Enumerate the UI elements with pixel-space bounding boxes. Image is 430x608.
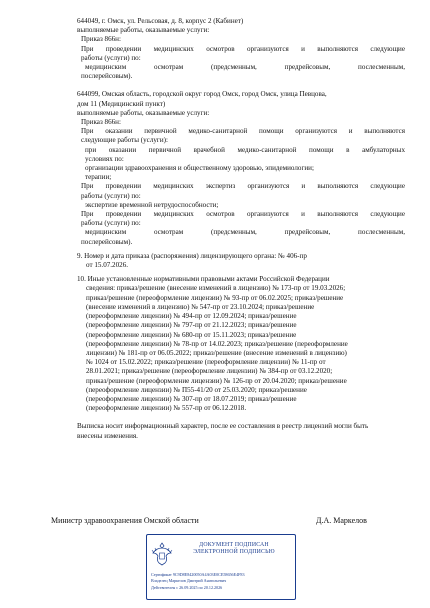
address-1: 644049, г. Омск, ул. Рельсовая, д. 8, корпус 2 (Кабинет) (77, 17, 244, 25)
certificate-number: Сертификат 9C9D8E8420050A4A03E0CE58656E4F83 (151, 572, 245, 577)
other-info-line: приказ/решение (переоформление лицензии) № 93-пр от 06.02.2025; приказ/решение (86, 293, 344, 302)
inspection-text-1a: При проведении медицинских осмотров организуются и выполняются следующие (81, 44, 405, 53)
other-info-line: (переоформление лицензии) № П55-41/20 от 25.03.2020; приказ/решение (86, 385, 307, 394)
address-2b: дом 11 (Медицинский пункт) (77, 99, 166, 108)
medical-exams-1a: медицинским осмотрам (предсменным, предрейсовым, послесменным, (85, 63, 405, 72)
outpatient-text-a: при оказании первичной врачебной медико-санитарной помощи в амбулаторных (85, 145, 405, 154)
primary-care-text-b: следующие работы (услуги): (81, 136, 168, 145)
inspection-text-2a: При проведении медицинских осмотров организуются и выполняются следующие (81, 210, 405, 219)
other-info-line: сведения: приказ/решение (внесение изменений в лицензию) № 173-пр от 19.03.2026; (86, 284, 346, 293)
other-information (77, 275, 405, 413)
signatory-name: Д.А. Маркелов (316, 516, 367, 525)
notice-line-1: Выписка носит информационный характер, после ее составления в реестр лицензий могли быть (77, 422, 369, 431)
primary-care-text-a: При оказании первичной медико-санитарной помощи организуются и выполняются (81, 127, 405, 136)
other-info-line: приказ/решение (переоформление лицензии) № 126-пр от 20.04.2020; приказ/решение (86, 376, 347, 385)
service-organization: организации здравоохранения и общественному здоровью, эпидемиологии; (85, 164, 314, 173)
other-info-line: (переоформление лицензии) № 557-пр от 06.12.2018. (86, 404, 247, 413)
certificate-validity: Действителен с 26.09.2025 по 20.12.2026 (151, 584, 223, 590)
other-info-line: (переоформление лицензии) № 797-пр от 21.12.2023; приказ/решение (86, 321, 297, 330)
works-label-2: выполняемые работы, оказываемые услуги: (77, 108, 210, 117)
electronic-signature-stamp (146, 534, 296, 600)
notice-line-2: внесены изменения. (77, 431, 138, 440)
other-info-line: (переоформление лицензии) № 494-пр от 12.09.2024; приказ/решение (86, 312, 297, 321)
expertise-text-a: При проведении медицинских экспертиз организуются и выполняются следующие (81, 182, 405, 191)
inspection-text-2b: работы (услуги) по: (81, 219, 141, 228)
other-info-line: 10. Иные установленные нормативными правовыми актами Российской Федерации (77, 275, 330, 284)
document-body (77, 17, 405, 441)
certificate-owner: Владелец Маркелов Дмитрий Анатольевич (151, 578, 227, 584)
stamp-title-line: ЭЛЕКТРОННОЙ ПОДПИСЬЮ (193, 549, 275, 555)
works-label-1: выполняемые работы, оказываемые услуги: (77, 26, 210, 35)
medical-exams-1b: послерейсовым). (81, 72, 133, 81)
service-therapy: терапии; (85, 173, 112, 182)
other-info-line: 28.01.2021; приказ/решение (переоформление лицензии) № 384-пр от 03.12.2020; (86, 367, 333, 376)
expertise-text-b: работы (услуги) по: (81, 191, 141, 200)
order-number-line: 9. Номер и дата приказа (распоряжения) лицензирующего органа: № 406-пр (77, 251, 307, 260)
stamp-details (151, 572, 293, 591)
order-2: Приказ 866н: (81, 118, 121, 127)
medical-exams-2a: медицинским осмотрам (предсменным, предрейсовым, послесменным, (85, 228, 405, 237)
outpatient-text-b: условиях по: (85, 154, 124, 163)
order-date-line: от 15.07.2026. (86, 261, 129, 270)
other-info-line: (переоформление лицензии) № 78-пр от 14.02.2023; приказ/решение (переоформление (86, 339, 348, 348)
other-info-line: (внесение изменений в лицензию) № 547-пр от 23.10.2024; приказ/решение (86, 302, 315, 311)
inspection-text-1b: работы (услуги) по: (81, 53, 141, 62)
other-info-line: лицензии) № 181-пр от 06.05.2022; приказ/решение (внесение изменений в лицензию) (86, 348, 347, 357)
stamp-title (175, 542, 293, 556)
other-info-line: (переоформление лицензии) № 307-пр от 18.07.2019; приказ/решение (86, 394, 297, 403)
other-info-line: (переоформление лицензии) № 680-пр от 15.11.2023; приказ/решение (86, 330, 297, 339)
medical-exams-2b: послерейсовым). (81, 237, 133, 246)
address-2a: 644099, Омская область, городской округ город Омск, город Омск, улица Певцова, (77, 90, 327, 99)
order-1: Приказ 866н: (81, 35, 121, 44)
other-info-line: № 1024 от 15.02.2022; приказ/решение (переоформление лицензии) № 11-пр от (86, 358, 326, 367)
stamp-title-line: ДОКУМЕНТ ПОДПИСАН (199, 542, 269, 548)
signatory-position: Министр здравоохранения Омской области (51, 516, 199, 525)
service-disability-expertise: экспертизе временной нетрудоспособности; (85, 200, 219, 209)
coat-of-arms-icon (151, 541, 173, 567)
